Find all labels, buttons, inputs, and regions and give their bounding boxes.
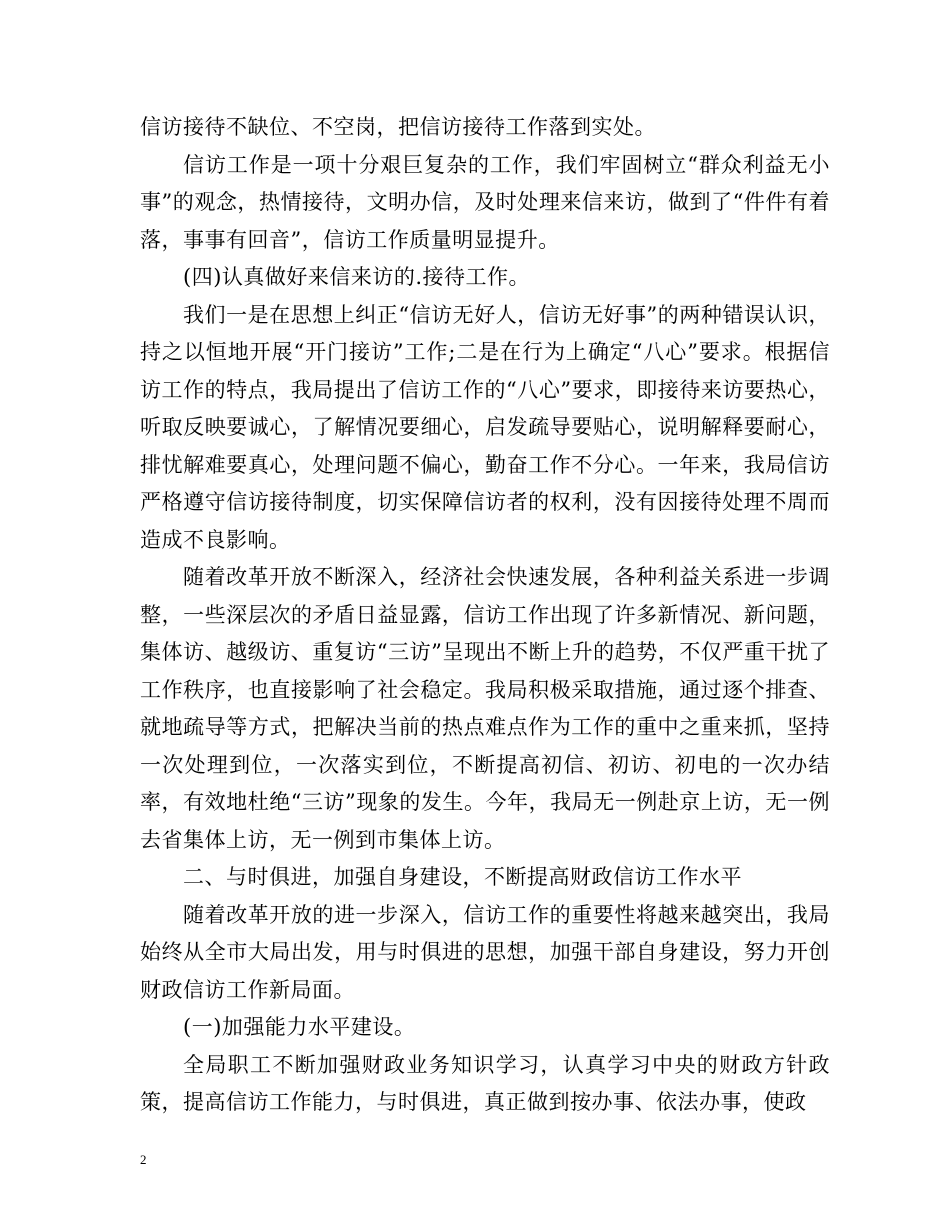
paragraph-4: 随着改革开放不断深入，经济社会快速发展，各种利益关系进一步调整，一些深层次的矛盾日益显露，信访工作出现了许多新情况、新问题，集体访、越级访、重复访“三访”呈现出不断上升的趋势，不仅严重干扰了工作秩序，也直接影响了社会稳定。我局积极采取措施，通过逐个排查、就地疏导等方式，把解决当前的热点难点作为工作的重中之重来抓，坚持一次处理到位，一次落实到位，不断提高初信、初访、初电的一次办结率，有效地杜绝“三访”现象的发生。今年，我局无一例赴京上访，无一例去省集体上访，无一例到市集体上访。 — [140, 565, 830, 852]
document-body — [140, 109, 830, 1122]
paragraph-1: 信访接待不缺位、不空岗，把信访接待工作落到实处。 — [140, 115, 656, 139]
paragraph-3: 我们一是在思想上纠正“信访无好人，信访无好事”的两种错误认识，持之以恒地开展“开门接访”工作;二是在行为上确定“八心”要求。根据信访工作的特点，我局提出了信访工作的“八心”要求，即接待来访要热心，听取反映要诚心，了解情况要细心，启发疏导要贴心，说明解释要耐心，排忧解难要真心，处理问题不偏心，勤奋工作不分心。一年来，我局信访严格遵守信访接待制度，切实保障信访者的权利，没有因接待处理不周而造成不良影响。 — [140, 302, 830, 552]
section-heading-1: (一)加强能力水平建设。 — [183, 1015, 416, 1039]
paragraph-2: 信访工作是一项十分艰巨复杂的工作，我们牢固树立“群众利益无小事”的观念，热情接待，文明办信，及时处理来信来访，做到了“件件有着落，事事有回音”，信访工作质量明显提升。 — [140, 152, 830, 252]
paragraph-6: 全局职工不断加强财政业务知识学习，认真学习中央的财政方针政策，提高信访工作能力，与时俱进，真正做到按办事、依法办事，使政 — [140, 1052, 830, 1114]
section-heading-4: (四)认真做好来信来访的.接待工作。 — [183, 265, 531, 289]
page-number: 2 — [140, 1152, 147, 1167]
paragraph-5: 随着改革开放的进一步深入，信访工作的重要性将越来越突出，我局始终从全市大局出发，用与时俱进的思想，加强干部自身建设，努力开创财政信访工作新局面。 — [140, 902, 830, 1002]
section-heading-2: 二、与时俱进，加强自身建设，不断提高财政信访工作水平 — [183, 865, 742, 889]
